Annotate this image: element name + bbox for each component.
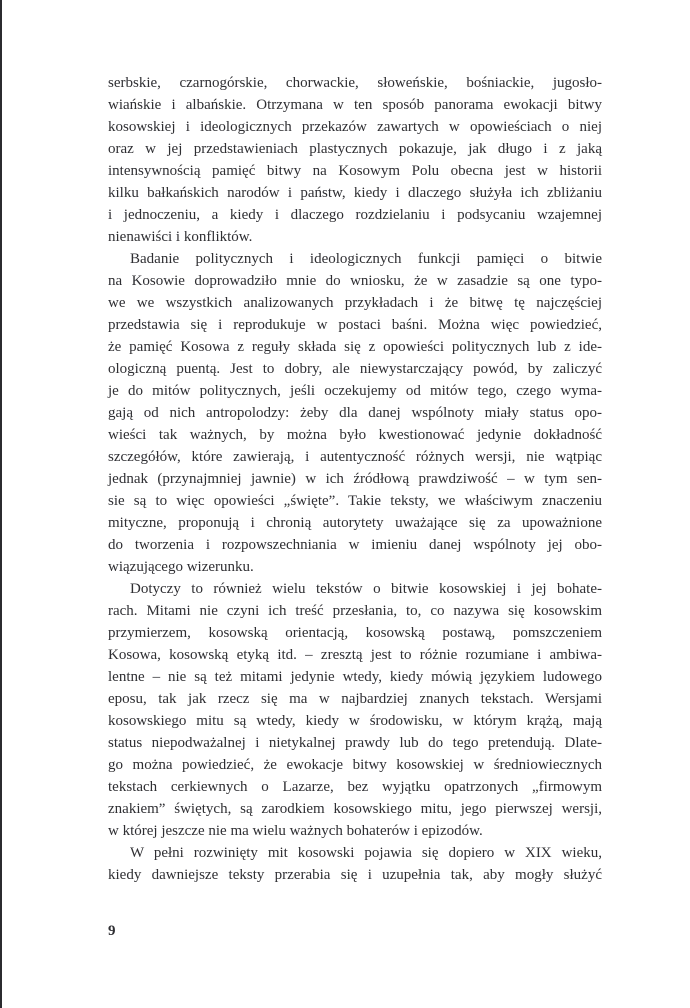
text-line: jednak (przynajmniej jawnie) w ich źródłową prawdziwość – w tym sen- — [108, 471, 602, 487]
text-line: ologiczną puentą. Jest to dobry, ale niewystarczający powód, by zaliczyć — [108, 361, 602, 377]
text-block — [108, 72, 602, 886]
text-line: gają od nich antropolodzy: żeby dla danej wspólnoty miały status opo- — [108, 405, 602, 421]
text-line: mityczne, proponują i chronią autorytety uważające się za upoważnione — [108, 515, 602, 531]
paragraph — [108, 578, 602, 842]
text-line: lentne – nie są też mitami jedynie wtedy, kiedy mówią językiem ludowego — [108, 669, 602, 685]
text-line: oraz w jej przedstawieniach plastycznych pokazuje, jak długo i z jaką — [108, 141, 602, 157]
text-line: wieści tak ważnych, by można było kwestionować jedynie dokładność — [108, 427, 602, 443]
paragraph — [108, 842, 602, 886]
text-line: wiańskie i albańskie. Otrzymana w ten sposób panorama ewokacji bitwy — [108, 97, 602, 113]
text-line: go można powiedzieć, że ewokacje bitwy kosowskiej w średniowiecznych — [108, 757, 602, 773]
text-line: znakiem” świętych, są zarodkiem kosowskiego mitu, jego pierwszej wersji, — [108, 801, 602, 817]
text-line: kosowskiego mitu są wtedy, kiedy w środowisku, w którym krążą, mają — [108, 713, 602, 729]
text-line: serbskie, czarnogórskie, chorwackie, słoweńskie, bośniackie, jugosło- — [108, 75, 602, 91]
text-line: tekstach cerkiewnych o Lazarze, bez wyjątku opatrzonych „firmowym — [108, 779, 602, 795]
text-line: eposu, tak jak rzecz się ma w najbardziej znanych tekstach. Wersjami — [108, 691, 602, 707]
text-line: przedstawia się i reprodukuje w postaci baśni. Można więc powiedzieć, — [108, 317, 602, 333]
text-line: je do mitów politycznych, jeśli oczekujemy od mitów tego, czego wyma- — [108, 383, 602, 399]
page-number: 9 — [108, 923, 116, 939]
text-line: intensywnością pamięć bitwy na Kosowym Polu obecna jest w historii — [108, 163, 602, 179]
paragraph — [108, 248, 602, 578]
text-line: i jednoczeniu, a kiedy i dlaczego rozdzielaniu i podsycaniu wzajemnej — [108, 207, 602, 223]
text-line: status niepodważalnej i nietykalnej prawdy lub do tego pretendują. Dlate- — [108, 735, 602, 751]
paragraph — [108, 72, 602, 248]
text-line: przymierzem, kosowską orientacją, kosowską postawą, pomszczeniem — [108, 625, 602, 641]
text-line: że pamięć Kosowa z reguły składa się z opowieści politycznych lub z ide- — [108, 339, 602, 355]
text-line: sie są to więc opowieści „święte”. Takie teksty, we właściwym znaczeniu — [108, 493, 602, 509]
text-line: do tworzenia i rozpowszechniania w imieniu danej wspólnoty jej obo- — [108, 537, 602, 553]
text-line: rach. Mitami nie czyni ich treść przesłania, to, co nazywa się kosowskim — [108, 603, 602, 619]
text-line: kilku bałkańskich narodów i państw, kiedy i dlaczego służyła ich zbliżaniu — [108, 185, 602, 201]
text-line: Badanie politycznych i ideologicznych funkcji pamięci o bitwie — [130, 251, 602, 267]
text-line: wiązującego wizerunku. — [108, 559, 254, 575]
text-line: Kosowa, kosowską etyką itd. – zresztą jest to różnie rozumiane i ambiwa- — [108, 647, 602, 663]
text-line: Dotyczy to również wielu tekstów o bitwie kosowskiej i jej bohate- — [130, 581, 602, 597]
text-line: kosowskiej i ideologicznych przekazów zawartych w opowieściach o niej — [108, 119, 602, 135]
text-line: kiedy dawniejsze teksty przerabia się i uzupełnia tak, aby mogły służyć — [108, 867, 602, 883]
text-line: na Kosowie doprowadziło mnie do wniosku, że w zasadzie są one typo- — [108, 273, 602, 289]
text-line: szczegółów, które zawierają, i autentyczność różnych wersji, nie wątpiąc — [108, 449, 602, 465]
text-line: W pełni rozwinięty mit kosowski pojawia się dopiero w XIX wieku, — [130, 845, 602, 861]
text-line: nienawiści i konfliktów. — [108, 229, 253, 245]
left-page-edge-line — [0, 0, 2, 1008]
text-line: w której jeszcze nie ma wielu ważnych bohaterów i epizodów. — [108, 823, 483, 839]
text-line: we we wszystkich analizowanych przykładach i że bitwę tę najczęściej — [108, 295, 602, 311]
